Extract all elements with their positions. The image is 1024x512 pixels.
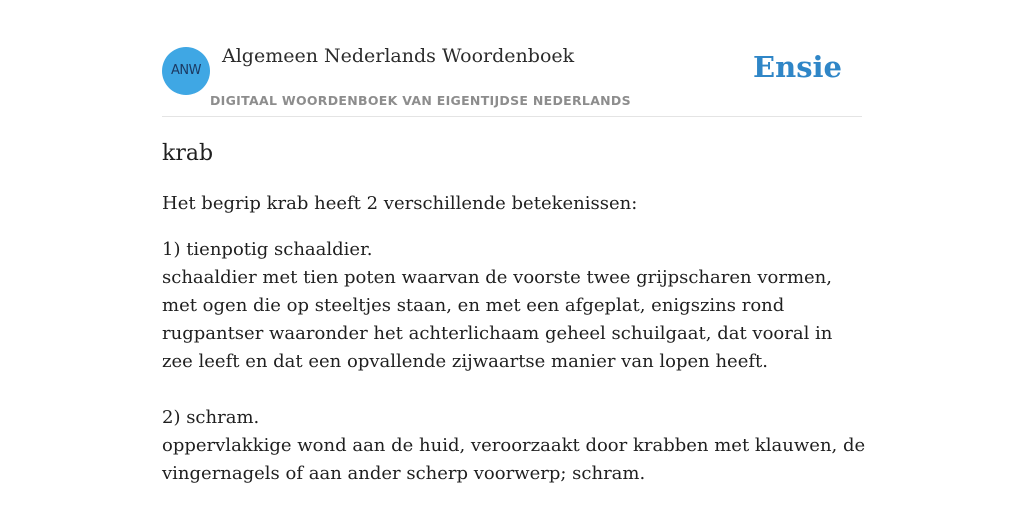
anw-logo[interactable]: ANW bbox=[162, 47, 210, 95]
site-subtitle: DIGITAAL WOORDENBOEK VAN EIGENTIJDSE NEDERLANDS bbox=[210, 93, 631, 108]
site-title[interactable]: Algemeen Nederlands Woordenboek bbox=[222, 45, 575, 67]
meaning-title: 1) tienpotig schaaldier. bbox=[162, 239, 373, 260]
entry-intro: Het begrip krab heeft 2 verschillende betekenissen: bbox=[162, 193, 638, 214]
meaning-definition: oppervlakkige wond aan de huid, veroorzaakt door krabben met klauwen, de vingernagels of aan ander scherp voorwerp; schram. bbox=[162, 435, 866, 484]
entry-content bbox=[162, 136, 866, 512]
meaning-title: 2) schram. bbox=[162, 407, 260, 428]
meaning-item bbox=[162, 404, 866, 488]
site-header bbox=[162, 40, 862, 117]
meaning-item bbox=[162, 236, 866, 376]
meaning-definition: schaaldier met tien poten waarvan de voorste twee grijpscharen vormen, met ogen die op steeltjes staan, en met een afgeplat, enigszins rond rugpantser waaronder het achterlichaam geheel schuilgaat, dat vooral in zee leeft en dat een opvallende zijwaartse manier van lopen heeft. bbox=[162, 267, 833, 372]
entry-headword: krab bbox=[162, 141, 214, 166]
ensie-brand-logo[interactable]: Ensie bbox=[753, 50, 842, 84]
